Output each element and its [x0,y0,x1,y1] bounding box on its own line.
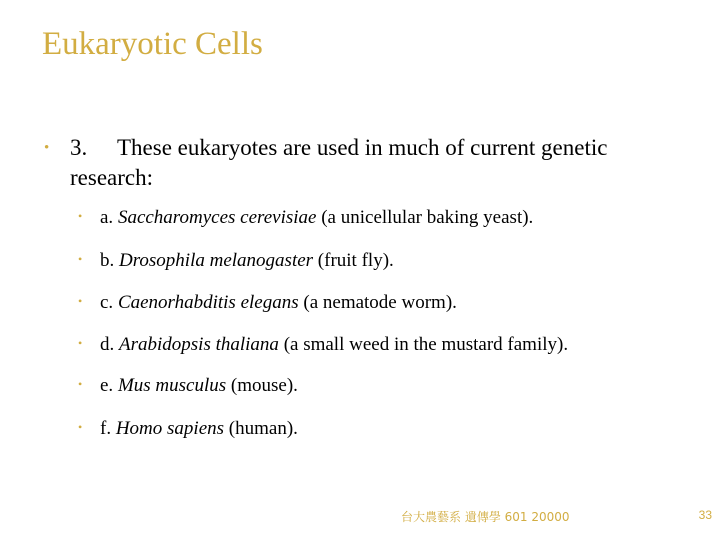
list-item [78,292,457,314]
list-item [78,250,394,272]
bullet-icon: • [78,209,83,223]
item-prefix: b. [100,250,115,271]
bullet-icon: • [78,252,83,266]
item-prefix: d. [100,334,115,355]
bullet-icon: • [78,336,83,350]
item-description: (a unicellular baking yeast). [321,207,534,228]
list-item [78,334,568,356]
list-item [78,375,298,397]
species-name: Mus musculus [117,375,227,396]
main-bullet-content: These eukaryotes are used in much of current genetic research: [70,135,608,190]
main-bullet-number: 3. [70,135,88,160]
page-number: 33 [698,508,712,522]
species-name: Saccharomyces cerevisiae [117,207,317,228]
main-bullet [44,133,694,193]
bullet-icon: • [78,420,83,434]
item-description: (mouse). [230,375,298,396]
bullet-icon: • [78,294,83,308]
slide-footer: 台大農藝系 遺傳學 601 20000 [401,510,570,524]
slide-title: Eukaryotic Cells [42,26,263,62]
item-prefix: c. [100,292,114,313]
item-description: (fruit fly). [317,250,394,271]
main-bullet-text [44,133,694,193]
species-name: Homo sapiens [115,418,225,439]
item-description: (human). [228,418,298,439]
item-description: (a nematode worm). [303,292,457,313]
item-prefix: a. [100,207,114,228]
list-item [78,418,298,440]
species-name: Drosophila melanogaster [119,250,314,271]
item-description: (a small weed in the mustard family). [283,334,569,355]
item-prefix: e. [100,375,114,396]
bullet-icon: • [78,377,83,391]
item-prefix: f. [100,418,112,439]
bullet-icon: • [44,140,50,156]
list-item [78,207,533,229]
species-name: Caenorhabditis elegans [117,292,299,313]
species-name: Arabidopsis thaliana [119,334,279,355]
